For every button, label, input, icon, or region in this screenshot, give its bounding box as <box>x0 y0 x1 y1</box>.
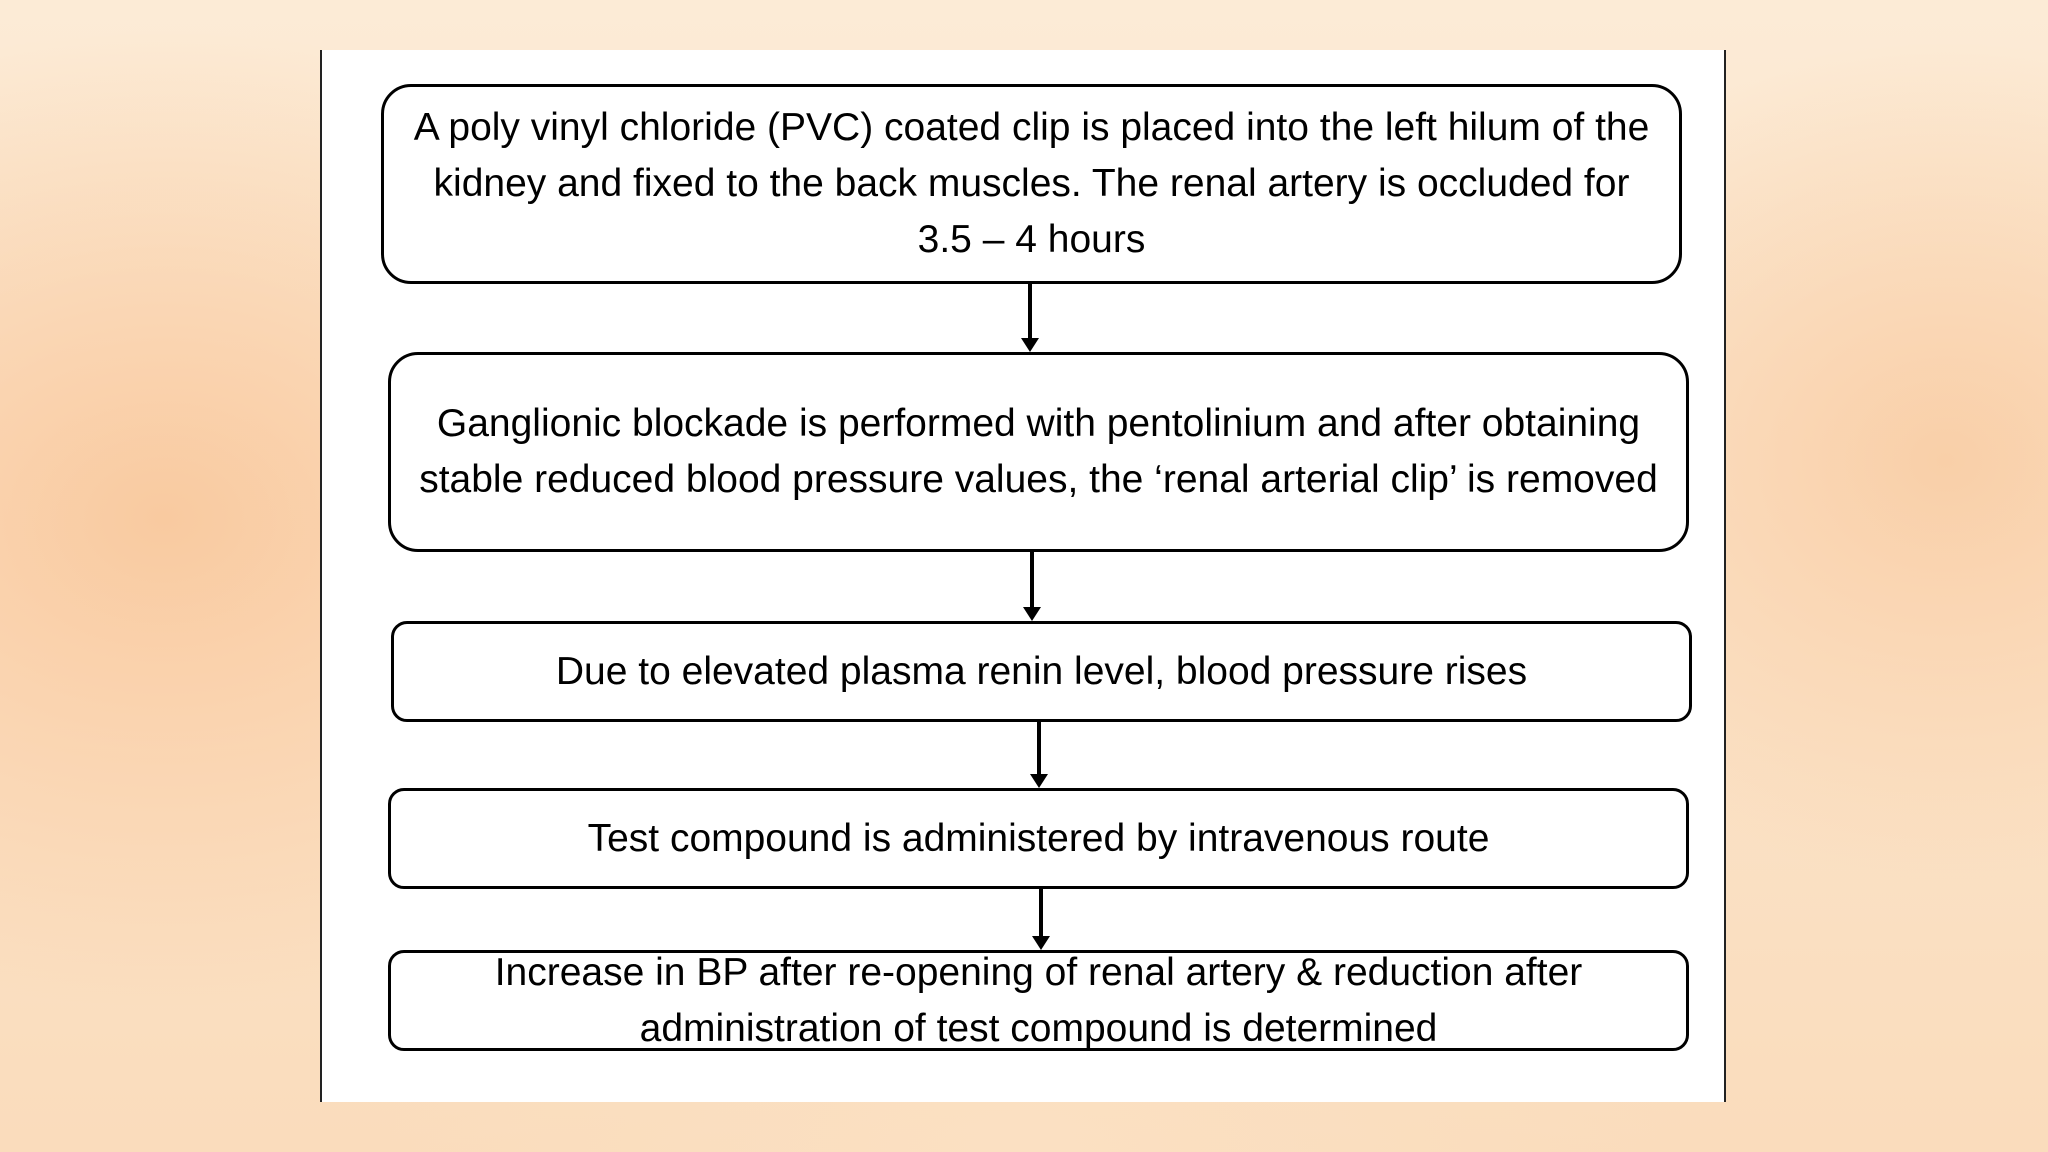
flow-step-1-text: A poly vinyl chloride (PVC) coated clip is placed into the left hilum of the kidney and fixed to the back muscles. The renal artery is occluded for 3.5 – 4 hours <box>413 106 1650 261</box>
flow-step-2 <box>388 352 1689 552</box>
arrow-1-to-2 <box>1021 284 1039 352</box>
flow-step-5-text: Increase in BP after re-opening of renal artery & reduction after administration of test compound is determined <box>494 950 1583 1050</box>
flow-step-1 <box>381 84 1682 284</box>
flow-step-4-text: Test compound is administered by intravenous route <box>587 816 1490 860</box>
arrow-3-to-4 <box>1030 722 1048 788</box>
flow-step-5 <box>388 950 1689 1051</box>
arrow-2-to-3 <box>1023 552 1041 621</box>
slide-panel <box>320 50 1726 1102</box>
arrow-4-to-5 <box>1032 889 1050 950</box>
flow-step-3 <box>391 621 1692 722</box>
flow-step-3-text: Due to elevated plasma renin level, blood pressure rises <box>555 649 1528 693</box>
flow-step-2-text: Ganglionic blockade is performed with pentolinium and after obtaining stable reduced blood pressure values, the ‘renal arterial clip’ is removed <box>419 402 1658 501</box>
flow-step-4 <box>388 788 1689 889</box>
